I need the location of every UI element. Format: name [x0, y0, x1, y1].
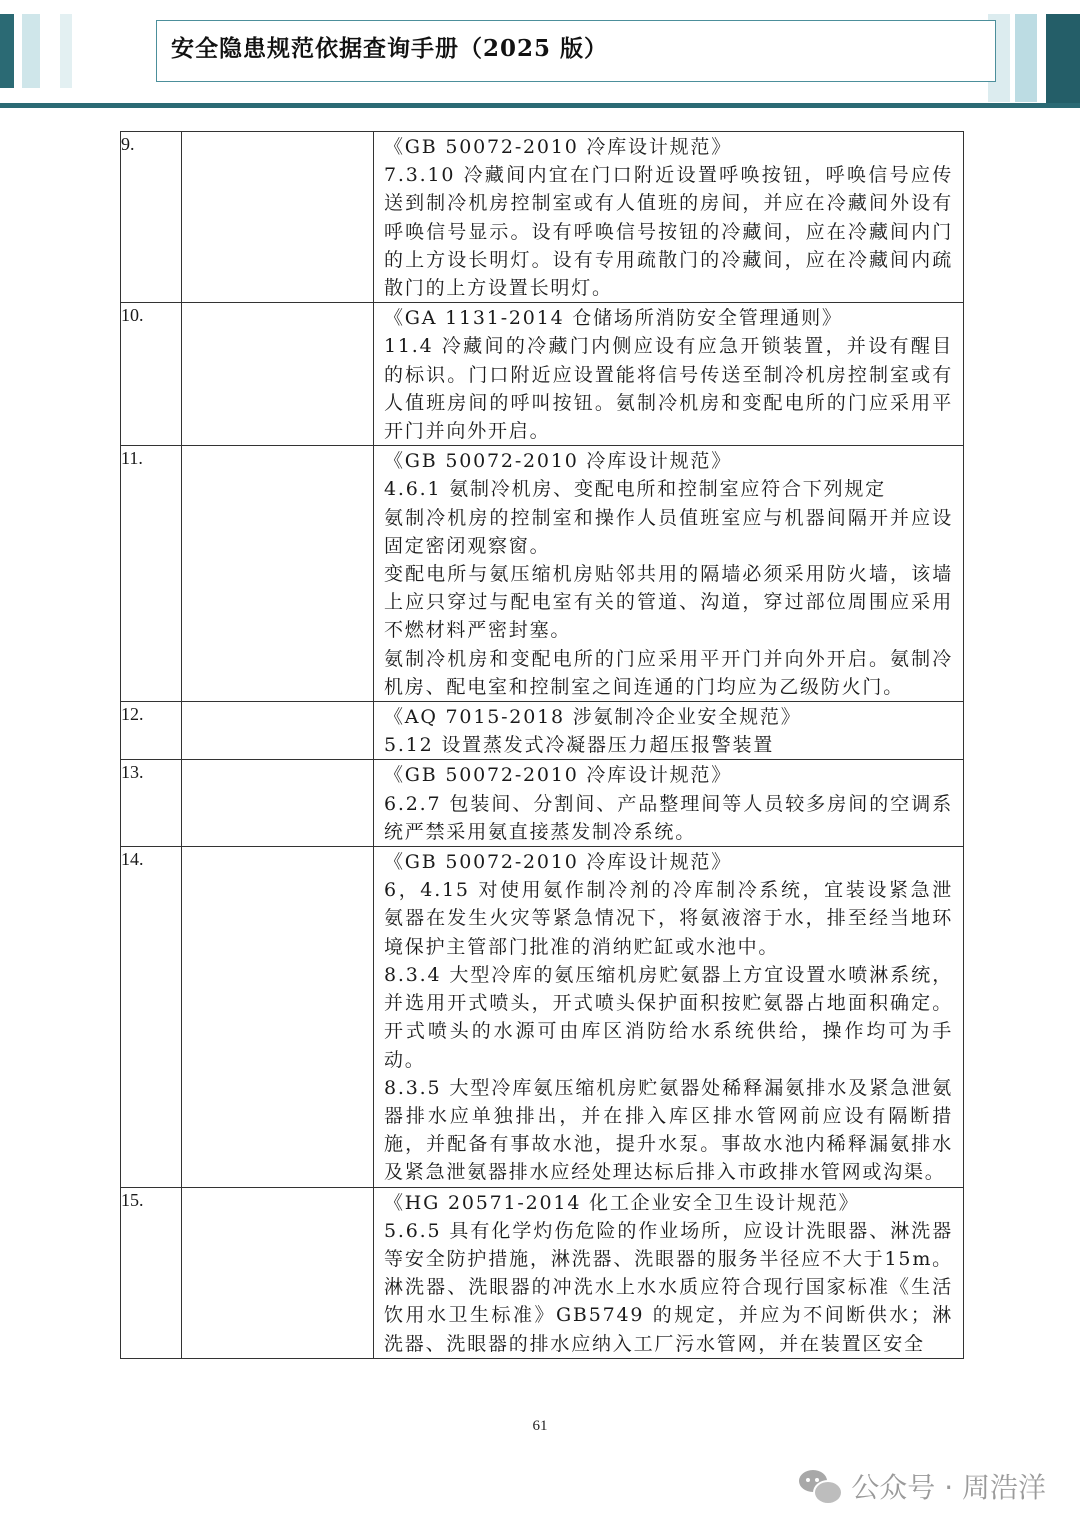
standard-title: 《GB 50072-2010 冷库设计规范》 — [384, 851, 733, 874]
table-row — [121, 847, 964, 1187]
clause-text: 7.3.10 冷藏间内宜在门口附近设置呼唤按钮，呼唤信号应传送到制冷机房控制室或有人值班的房间，并应在冷藏间外设有呼唤信号显示。设有呼唤信号按钮的冷藏间，应在冷藏间内门的上方设长明灯。设有专用疏散门的冷藏间，应在冷藏间内疏散门的上方设置长明灯。 — [384, 164, 953, 300]
row-number: 14. — [121, 847, 182, 1187]
clause-text: 4.6.1 氨制冷机房、变配电所和控制室应符合下列规定 — [384, 478, 886, 501]
watermark — [799, 1466, 1046, 1506]
row-hazard-cell — [182, 446, 374, 702]
row-hazard-cell — [182, 702, 374, 760]
row-basis-cell — [374, 132, 964, 303]
clause-text: 5.12 设置蒸发式冷凝器压力超压报警装置 — [384, 734, 775, 757]
row-hazard-cell — [182, 132, 374, 303]
standard-title: 《GA 1131-2014 仓储场所消防安全管理通则》 — [384, 307, 843, 330]
standard-title: 《GB 50072-2010 冷库设计规范》 — [384, 764, 733, 787]
header-accent-bar-right — [1046, 14, 1080, 108]
row-number: 12. — [121, 702, 182, 760]
row-hazard-cell — [182, 303, 374, 446]
row-basis-cell — [374, 760, 964, 847]
standard-title: 《HG 20571-2014 化工企业安全卫生设计规范》 — [384, 1191, 860, 1214]
clause-text: 氨制冷机房和变配电所的门应采用平开门并向外开启。氨制冷机房、配电室和控制室之间连通的门均应为乙级防火门。 — [384, 647, 953, 698]
header-accent-stripe — [22, 14, 40, 88]
header-accent-stripe — [1015, 14, 1037, 102]
row-basis-cell — [374, 303, 964, 446]
clause-text: 6，4.15 对使用氨作制冷剂的冷库制冷系统，宜装设紧急泄氨器在发生火灾等紧急情况下，将氨液溶于水，排至经当地环境保护主管部门批准的消纳贮缸或水池中。 — [384, 879, 953, 958]
clause-text: 8.3.4 大型冷库的氨压缩机房贮氨器上方宜设置水喷淋系统，并选用开式喷头，开式喷头保护面积按贮氨器占地面积确定。开式喷头的水源可由库区消防给水系统供给，操作均可为手动。 — [384, 963, 953, 1071]
clause-text: 8.3.5 大型冷库氨压缩机房贮氨器处稀释漏氨排水及紧急泄氨器排水应单独排出，并在排入库区排水管网前应设有隔断措施，并配备有事故水池，提升水泵。事故水池内稀释漏氨排水及紧急泄氨器排水应经处理达标后排入市政排水管网或沟渠。 — [384, 1076, 953, 1184]
row-basis-cell — [374, 446, 964, 702]
standard-title: 《AQ 7015-2018 涉氨制冷企业安全规范》 — [384, 706, 802, 729]
clause-text: 6.2.7 包装间、分割间、产品整理间等人员较多房间的空调系统严禁采用氨直接蒸发制冷系统。 — [384, 792, 953, 843]
table-row — [121, 1187, 964, 1358]
row-number: 15. — [121, 1187, 182, 1358]
header-divider — [0, 103, 1080, 108]
row-hazard-cell — [182, 847, 374, 1187]
watermark-text: 公众号 · 周浩洋 — [851, 1471, 1046, 1504]
header-accent-bar-left — [0, 14, 14, 88]
header-title-frame — [156, 20, 996, 82]
row-basis-cell — [374, 702, 964, 760]
page-title: 安全隐患规范依据查询手册（2025 版） — [171, 35, 609, 62]
clause-text: 5.6.5 具有化学灼伤危险的作业场所，应设计洗眼器、淋洗器等安全防护措施，淋洗器、洗眼器的服务半径应不大于15m。淋洗器、洗眼器的冲洗水上水水质应符合现行国家标准《生活饮用水卫生标准》GB5749 的规定，并应为不间断供水；淋洗器、洗眼器的排水应纳入工厂污水管网，并在装置区安全 — [384, 1219, 953, 1355]
clause-text: 变配电所与氨压缩机房贴邻共用的隔墙必须采用防火墙，该墙上应只穿过与配电室有关的管道、沟道，穿过部位周围应采用不燃材料严密封塞。 — [384, 563, 953, 642]
page-number: 61 — [532, 1418, 548, 1434]
header-accent-stripe — [60, 14, 72, 88]
row-number: 9. — [121, 132, 182, 303]
regulation-table — [120, 131, 964, 1359]
table-row — [121, 132, 964, 303]
table-row — [121, 446, 964, 702]
clause-text: 11.4 冷藏间的冷藏门内侧应设有应急开锁装置，并设有醒目的标识。门口附近应设置能将信号传送至制冷机房控制室或有人值班房间的呼叫按钮。氨制冷机房和变配电所的门应采用平开门并向外开启。 — [384, 335, 953, 443]
wechat-icon — [799, 1468, 841, 1504]
row-number: 11. — [121, 446, 182, 702]
standard-title: 《GB 50072-2010 冷库设计规范》 — [384, 450, 733, 473]
table-row — [121, 702, 964, 760]
standard-title: 《GB 50072-2010 冷库设计规范》 — [384, 136, 733, 158]
row-number: 10. — [121, 303, 182, 446]
row-basis-cell — [374, 1187, 964, 1358]
row-hazard-cell — [182, 760, 374, 847]
row-hazard-cell — [182, 1187, 374, 1358]
clause-text: 氨制冷机房的控制室和操作人员值班室应与机器间隔开并应设固定密闭观察窗。 — [384, 506, 953, 557]
table-body — [121, 132, 964, 1359]
row-basis-cell — [374, 847, 964, 1187]
row-number: 13. — [121, 760, 182, 847]
table-row — [121, 303, 964, 446]
table-row — [121, 760, 964, 847]
